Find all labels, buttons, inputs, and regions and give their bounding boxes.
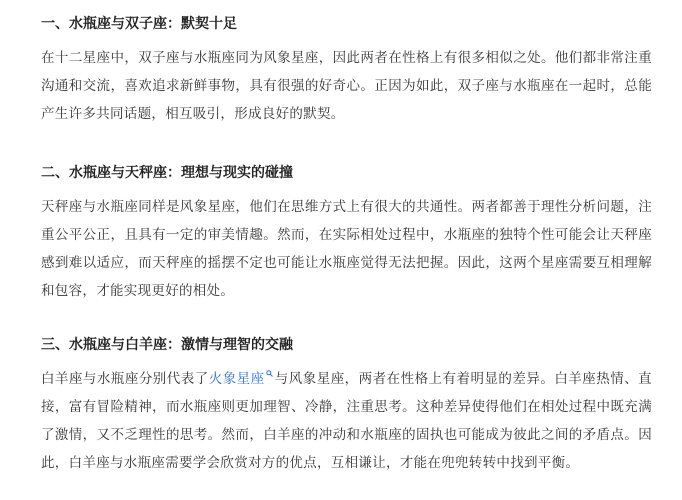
paragraph-text-before-link: 白羊座与水瓶座分别代表了 [41, 371, 209, 387]
section-heading: 三、水瓶座与白羊座：激情与理智的交融 [41, 337, 293, 353]
search-icon[interactable] [266, 370, 273, 377]
fire-sign-keyword-link[interactable]: 火象星座 [208, 371, 265, 387]
paragraph-text-after-link: 与风象星座，两者在性格上有着明显的差异。白羊座热情、直接，富有冒险精神，而水瓶座则更加理智、冷静，注重思考。这种差异使得他们在相处过程中既充满了激情，又不乏理性的思考。然而，白羊座的冲动和水瓶座的固执也可能成为彼此之间的矛盾点。因此，白羊座与水瓶座需要学会欣赏对方的优点，互相谦让，才能在兜兜转转中找到平衡。 [41, 371, 652, 471]
section-heading: 一、水瓶座与双子座：默契十足 [41, 16, 237, 32]
section-paragraph [41, 365, 652, 477]
section-heading: 二、水瓶座与天秤座：理想与现实的碰撞 [41, 165, 293, 181]
section-aries [41, 333, 652, 477]
section-gemini [41, 12, 652, 128]
section-paragraph: 在十二星座中，双子座与水瓶座同为风象星座，因此两者在性格上有很多相似之处。他们都非常注重沟通和交流，喜欢追求新鲜事物，具有很强的好奇心。正因为如此，双子座与水瓶座在一起时，总能产生许多共同话题，相互吸引，形成良好的默契。 [41, 50, 652, 122]
section-libra [41, 161, 652, 305]
section-paragraph: 天秤座与水瓶座同样是风象星座，他们在思维方式上有很大的共通性。两者都善于理性分析问题，注重公平公正，且具有一定的审美情趣。然而，在实际相处过程中，水瓶座的独特个性可能会让天秤座感到难以适应，而天秤座的摇摆不定也可能让水瓶座觉得无法把握。因此，这两个星座需要互相理解和包容，才能实现更好的相处。 [41, 199, 652, 299]
